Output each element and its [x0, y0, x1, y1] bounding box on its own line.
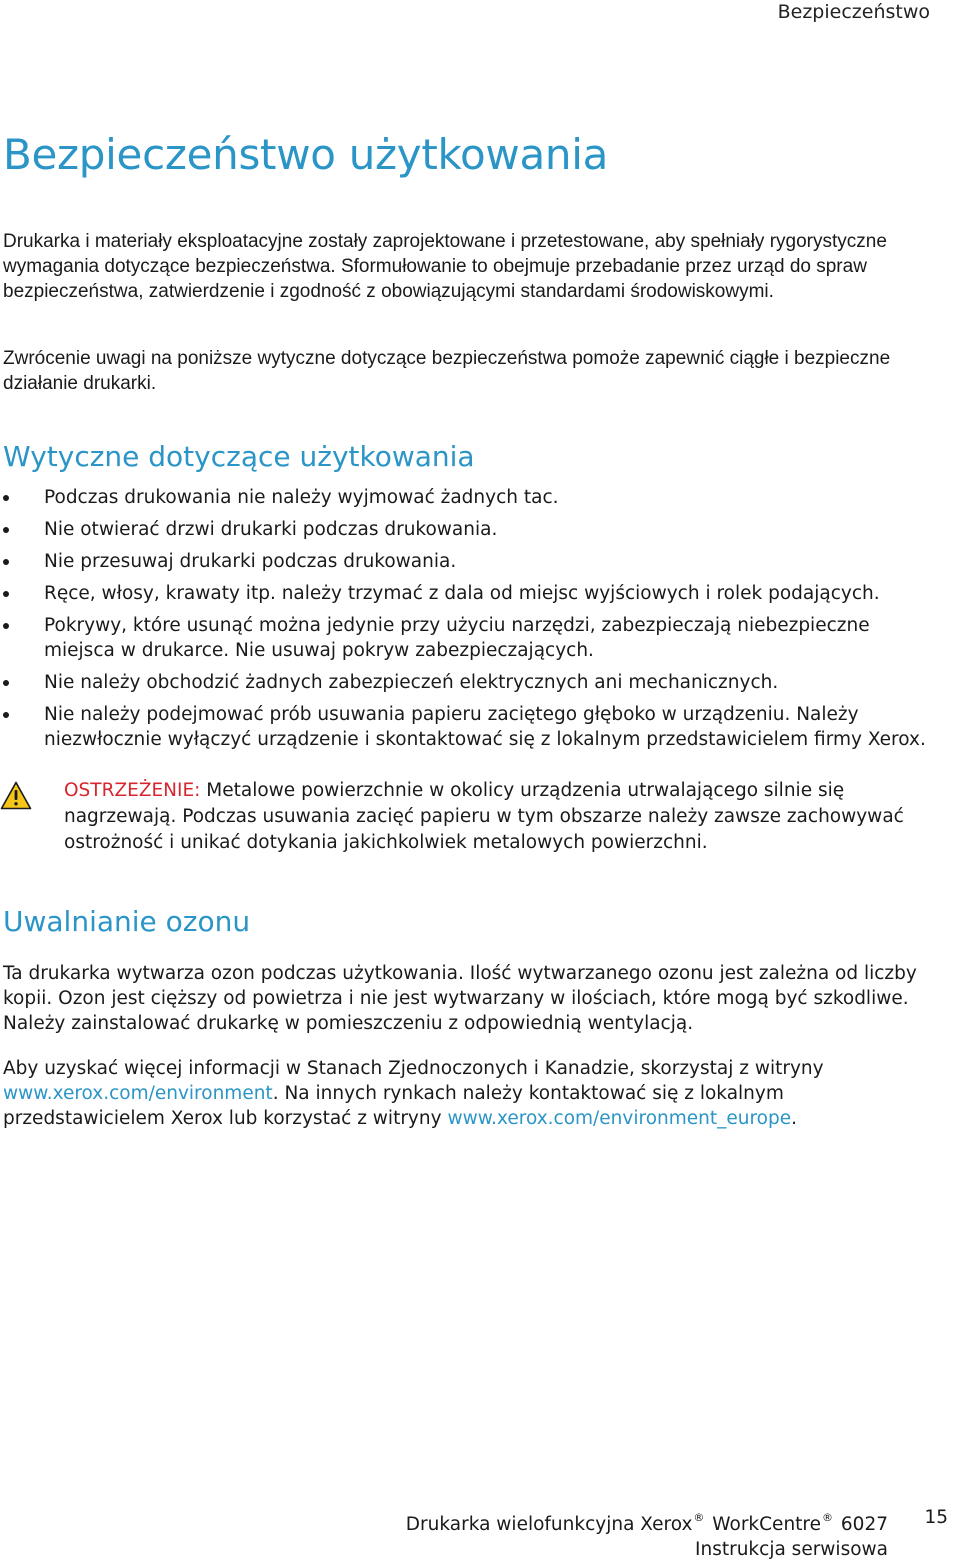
bullet-icon [3, 712, 9, 718]
list-item [3, 702, 933, 752]
ozone-text-end: . [791, 1108, 798, 1129]
list-item-text: Nie otwierać drzwi drukarki podczas drukowania. [44, 519, 498, 540]
list-item-text: Nie przesuwaj drukarki podczas drukowania. [44, 551, 457, 572]
footer-guide-name: Instrukcja serwisowa [695, 1539, 888, 1560]
bullet-icon [3, 527, 9, 533]
list-item-text: Podczas drukowania nie należy wyjmować żadnych tac. [44, 487, 559, 508]
list-item [3, 670, 933, 695]
list-item-text: Pokrywy, które usunąć można jedynie przy użyciu narzędzi, zabezpieczają niebezpieczne miejsca w drukarce. Nie usuwaj pokryw zabezpieczających. [44, 615, 870, 661]
page-number: 15 [924, 1507, 948, 1528]
bullet-icon [3, 495, 9, 501]
environment-europe-link[interactable]: www.xerox.com/environment_europe [447, 1108, 792, 1129]
list-item [3, 581, 933, 606]
ozone-text-start: Aby uzyskać więcej informacji w Stanach Zjednoczonych i Kanadzie, skorzystaj z witryny [3, 1058, 824, 1079]
warning-triangle-icon [0, 781, 32, 810]
ozone-paragraph-1: Ta drukarka wytwarza ozon podczas użytkowania. Ilość wytwarzanego ozonu jest zależna od liczby kopii. Ozon jest cięższy od powietrza i nie jest wytwarzany w ilościach, które mogą być szkodliwe. Należy zainstalować drukarkę w pomieszczeniu z odpowiednią wentylacją. [3, 963, 917, 1034]
intro-paragraph-1: Drukarka i materiały eksploatacyjne zostały zaprojektowane i przetestowane, aby spełniały rygorystyczne wymagania dotyczące bezpieczeństwa. Sformułowanie to obejmuje przebadanie przez urząd do spraw bezpieczeństwa, zatwierdzenie i zgodność z obowiązującymi standardami środowiskowymi. [3, 231, 887, 302]
warning-box [3, 778, 958, 856]
guidelines-heading: Wytyczne dotyczące użytkowania [3, 440, 475, 473]
running-header: Bezpieczeństwo [777, 1, 930, 23]
warning-body: Metalowe powierzchnie w okolicy urządzenia utrwalającego silnie się nagrzewają. Podczas usuwania zacięć papieru w tym obszarze należy zawsze zachowywać ostrożność i unikać dotykania jakichkolwiek metalowych powierzchni. [64, 780, 904, 853]
list-item-text: Nie należy obchodzić żadnych zabezpieczeń elektrycznych ani mechanicznych. [44, 672, 779, 693]
footer [406, 1505, 888, 1562]
list-item-text: Ręce, włosy, krawaty itp. należy trzymać z dala od miejsc wyjściowych i rolek podających. [44, 583, 880, 604]
ozone-text-middle: . Na innych rynkach należy kontaktować się z lokalnym przedstawicielem Xerox lub korzystać z witryny [3, 1083, 784, 1129]
footer-model-number: 6027 [840, 1514, 888, 1535]
bullet-icon [3, 591, 9, 597]
list-item [3, 517, 933, 542]
list-item-text: Nie należy podejmować prób usuwania papieru zaciętego głęboko w urządzeniu. Należy niezwłocznie wyłączyć urządzenie i skontaktować się z lokalnym przedstawicielem firmy Xerox. [44, 704, 926, 750]
registered-mark: ® [822, 1511, 834, 1524]
list-item [3, 485, 933, 510]
bullet-icon [3, 623, 9, 629]
footer-product-model: WorkCentre [712, 1514, 822, 1535]
ozone-heading: Uwalnianie ozonu [3, 905, 251, 938]
warning-text [64, 778, 958, 856]
footer-product-prefix: Drukarka wielofunkcyjna Xerox [405, 1514, 693, 1535]
guidelines-list [3, 485, 933, 759]
ozone-paragraph-2 [3, 1056, 933, 1131]
warning-label: OSTRZEŻENIE: [64, 780, 201, 801]
list-item [3, 613, 933, 663]
intro-paragraph-2: Zwrócenie uwagi na poniższe wytyczne dotyczące bezpieczeństwa pomoże zapewnić ciągłe i bezpieczne działanie drukarki. [3, 348, 891, 394]
footer-product-line [406, 1505, 888, 1537]
list-item [3, 549, 933, 574]
registered-mark: ® [693, 1511, 705, 1524]
bullet-icon [3, 559, 9, 565]
environment-link[interactable]: www.xerox.com/environment [3, 1083, 273, 1104]
bullet-icon [3, 680, 9, 686]
page-title: Bezpieczeństwo użytkowania [3, 130, 609, 179]
